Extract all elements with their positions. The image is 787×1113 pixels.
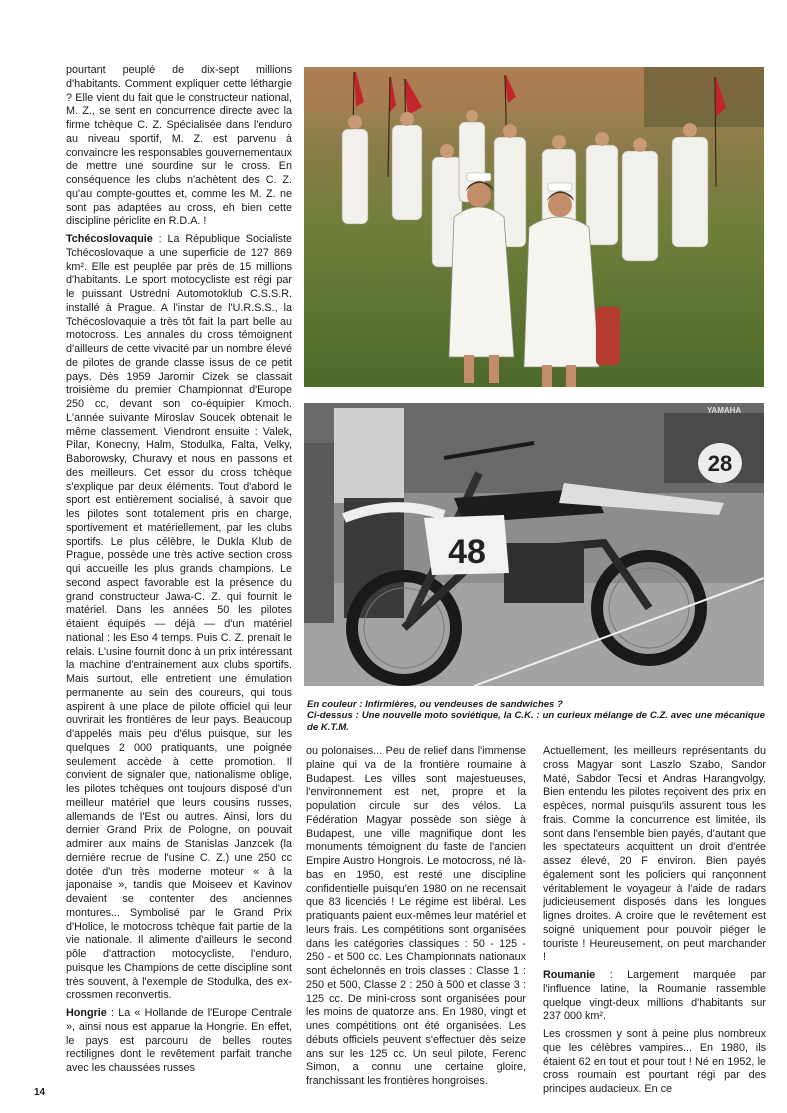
background-bike-number: 28 <box>707 451 733 476</box>
page-number: 14 <box>34 1087 46 1098</box>
section-heading-roumanie: Roumanie <box>543 969 596 981</box>
photo-motocross-illustration <box>304 403 764 686</box>
brand-label: YAMAHA <box>706 406 742 415</box>
photo-nurses-illustration <box>304 67 764 387</box>
text-column-middle <box>306 745 526 1105</box>
paragraph-text: : La République Socialiste Tchécoslovaque a une superficie de 127 869 km². Elle est peuplée par près de 15 millions d'habitants. Le sport motocycliste est régi par le puissant Ustredni Automotoklub C.S.S.R. installé à Prague. A l'instar de l'U.R.S.S., la Tchécoslovaquie a très tôt fait la part belle au motocross. Les annales du cross témoignent d'ailleurs de cette vivacité par un nombre élevé de pilotes de grande classe issus de ce petit pays. Dès 1959 Jaromir Cizek se classait troisième du premier Championnat d'Europe 250 cc, devant son co-équipier Kmoch. L'année suivante Miroslav Soucek obtenait le même classement. Viendront ensuite : Valek, Pilar, Konecny, Halm, Stodulka, Falta, Velky, Baborowsky, Churavy et nous en passons et des meilleurs. Cet essor du cross tchèque s'explique par deux éléments. Tout d'abord le sport est entièrement socialisé, à savoir que les pilotes sont totalement pris en charge, sportivement et matériellement, par les clubs sportifs. Le plus célèbre, le Dukla Klub de Prague, possède une très active section cross qui accueille les plus grands champions. Le second aspect favorable est la présence du grand constructeur Jawa-C. Z. qui fournit le matériel. Dans les années 50 les pilotes étaient équipés — déjà — d'un matériel national : les Eso 4 temps. Puis C. Z. prenait le relais. L'usine fournit donc à un prix intéressant la machine d'entrainement aux clubs sportifs. Mais surtout, elle entretient une émulation permanente au sein des coureurs, qui tous aspirent à une place de pilote officiel qui leur ouvrirait les frontières de leur pays. Beaucoup d'appelés mais peu d'élus puisque, sur les quelques 2 000 pratiquants, une poignée seulement accède à cette promotion. Il convient de signaler que, nationalisme oblige, les pilotes tchèques ont toujours disposé d'un meilleur matériel que leurs cousins russes, allemands de l'Est ou autres. Ainsi, lors du dernier Grand Prix de Pologne, on pouvait admirer aux mains de Stanislas Janzcek (la dernière recrue de l'usine C. Z.) une 250 cc dotée d'un très moderne moteur « à la japonaise », tandis que Moiseev et Kavinov devaient se contenter des anciennes montures... Symbolisé par le Grand Prix d'Holice, le motocross tchèque fait partie de la vie nationale. Il alimente d'ailleurs le second pôle d'attraction motocycliste, l'enduro, puisque les Champions de cette discipline sont très souvent, à l'exemple de Stodulka, des ex-crossmen reconvertis. <box>66 233 292 1002</box>
text-column-left <box>66 64 292 1104</box>
photo-nurses-color <box>304 67 764 387</box>
paragraph <box>66 1007 292 1076</box>
section-heading-hongrie: Hongrie <box>66 1007 107 1019</box>
paragraph: Les crossmen y sont à peine plus nombreux que les célèbres vampires... En 1980, ils étaient 62 en tout et pour tout ! Né en 1952, le cross roumain est pourtant régi par des principes audacieux. En ce <box>543 1028 766 1095</box>
photo-motocross-bike <box>304 403 764 686</box>
paragraph-text: : La « Hollande de l'Europe Centrale », ainsi nous est apparue la Hongrie. En effet, le pays est parcouru de belles routes rectilignes dont le revêtement parfait tranche avec les chaussées russes <box>66 1007 292 1074</box>
section-heading-tchecoslovaquie: Tchécoslovaquie <box>66 233 153 245</box>
paragraph: pourtant peuplé de dix-sept millions d'habitants. Comment expliquer cette léthargie ? Elle vient du fait que le constructeur national, M. Z., se sent en concurrence directe avec la firme tchèque C. Z. Spécialisée dans l'enduro au niveau sportif, M. Z. est parvenu à convaincre les responsables gouvernementaux de mettre une sourdine sur le cross. En conséquence les clubs n'achètent des C. Z. qu'au compte-gouttes et, comme les M. Z. ne sont pas adaptées au cross, eh bien cette discipline périclite en R.D.A. ! <box>66 64 292 228</box>
photo-caption <box>307 699 765 733</box>
paragraph: Actuellement, les meilleurs représentants du cross Magyar sont Laszlo Szabo, Sandor Maté, Sabdor Tecsi et Andras Harangvolgy. Bien entendu les pilotes reçoivent des prix en espèces, normal puisqu'ils assurent tous les frais. Comme la concurrence est limitée, ils sont dans l'ensemble bien payés, d'autant que les spectateurs acquittent un droit d'entrée assez élevé, 20 F environ. Bien payés également sont les policiers qui rançonnent véritablement le voyageur à l'aide de radars judicieusement disposés dans les longues lignes droites. A croire que le revêtement est soigné uniquement pour pouvoir piéger le touriste ! Heureusement, on peut marchander ! <box>543 745 766 964</box>
paragraph <box>66 233 292 1003</box>
paragraph <box>543 969 766 1024</box>
bike-number: 48 <box>448 533 486 571</box>
caption-line-color-photo: En couleur : Infirmières, ou vendeuses de sandwiches ? <box>307 699 563 710</box>
caption-line-bw-photo: Ci-dessus : Une nouvelle moto soviétique, la C.K. : un curieux mélange de C.Z. avec une mécanique de K.T.M. <box>307 710 765 733</box>
paragraph: ou polonaises... Peu de relief dans l'immense plaine qui va de la frontière roumaine à Budapest. Les villes sont majestueuses, l'environnement est net, propre et la population circule sur des vélos. La Fédération Magyar possède son siège à Budapest, une ville magnifique dont les monuments témoignent du faste de l'ancien Empire Austro Hongrois. Le motocross, né là-bas en 1950, est resté une discipline confidentielle puisqu'en 1980 on ne recensait que 83 licenciés ! Le régime est libéral. Les pratiquants paient eux-mêmes leur matériel et leurs frais. Les compétitions sont organisées dans les catégories classiques : 50 - 125 - 250 - et 500 cc. Les Championnats nationaux sont échelonnés en trois classes : Classe 1 : 250 et 500, Classe 2 : 250 à 500 et classe 3 : 125 cc. De mini-cross sont organisées pour les moins de quatorze ans. En 1980, vingt et unes compétitions ont été organisées. Les débuts officiels peuvent s'effectuer dès seize ans sur les 125 cc. Un seul pilote, Ferenc Simon, a connu une certaine gloire, franchissant les frontières hongroises. <box>306 745 526 1087</box>
text-column-right <box>543 745 766 1105</box>
paragraph-text: : Largement marquée par l'influence latine, la Roumanie rassemble quelque vingt-deux millions d'habitants sur 237 000 km². <box>543 969 766 1023</box>
